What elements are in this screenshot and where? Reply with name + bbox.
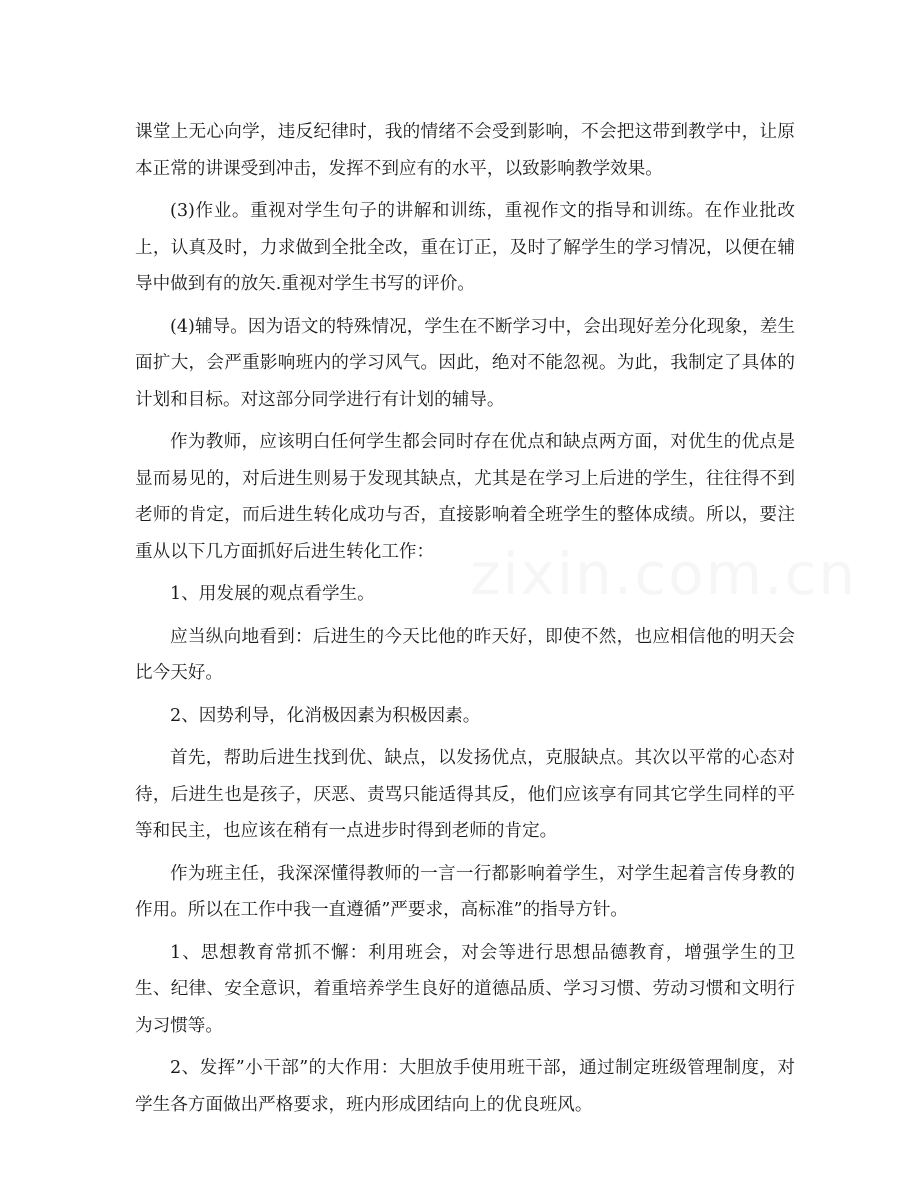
paragraph: 1、思想教育常抓不懈：利用班会，对会等进行思想品德教育，增强学生的卫生、纪律、安全意识，着重培养学生良好的道德品质、学习习惯、劳动习惯和文明行为习惯等。 bbox=[135, 942, 795, 1036]
paragraph: 2、发挥”小干部”的大作用：大胆放手使用班干部，通过制定班级管理制度，对学生各方面做出严格要求，班内形成团结向上的优良班风。 bbox=[135, 1058, 795, 1115]
paragraph: 作为教师，应该明白任何学生都会同时存在优点和缺点两方面，对优生的优点是显而易见的，对后进生则易于发现其缺点，尤其是在学习上后进的学生，往往得不到老师的肯定，而后进生转化成功与否，直接影响着全班学生的整体成绩。所以，要注重从以下几方面抓好后进生转化工作： bbox=[135, 432, 795, 562]
paragraph: 2、因势利导，化消极因素为积极因素。 bbox=[170, 705, 481, 726]
paragraph: 1、用发展的观点看学生。 bbox=[170, 584, 375, 604]
paragraph: 首先，帮助后进生找到优、缺点，以发扬优点，克服缺点。其次以平常的心态对待，后进生也是孩子，厌恶、责骂只能适得其反，他们应该享有同其它学生同样的平等和民主，也应该在稍有一点进步时得到老师的肯定。 bbox=[135, 748, 795, 841]
paragraph: 课堂上无心向学，违反纪律时，我的情绪不会受到影响，不会把这带到教学中，让原本正常的讲课受到冲击，发挥不到应有的水平，以致影响教学效果。 bbox=[135, 122, 795, 179]
paragraph: (4)辅导。因为语文的特殊情况，学生在不断学习中，会出现好差分化现象，差生面扩大，会严重影响班内的学习风气。因此，绝对不能忽视。为此，我制定了具体的计划和目标。对这部分同学进行有计划的辅导。 bbox=[135, 316, 795, 410]
paragraph: (3)作业。重视对学生句子的讲解和训练，重视作文的指导和训练。在作业批改上，认真及时，力求做到全批全改，重在订正，及时了解学生的学习情况，以便在辅导中做到有的放矢.重视对学生书写的评价。 bbox=[135, 201, 795, 294]
paragraph: 应当纵向地看到：后进生的今天比他的昨天好，即使不然，也应相信他的明天会比今天好。 bbox=[135, 626, 795, 683]
document-body bbox=[135, 114, 795, 1129]
paragraph: 作为班主任，我深深懂得教师的一言一行都影响着学生，对学生起着言传身教的作用。所以在工作中我一直遵循”严要求，高标准”的指导方针。 bbox=[135, 863, 795, 920]
